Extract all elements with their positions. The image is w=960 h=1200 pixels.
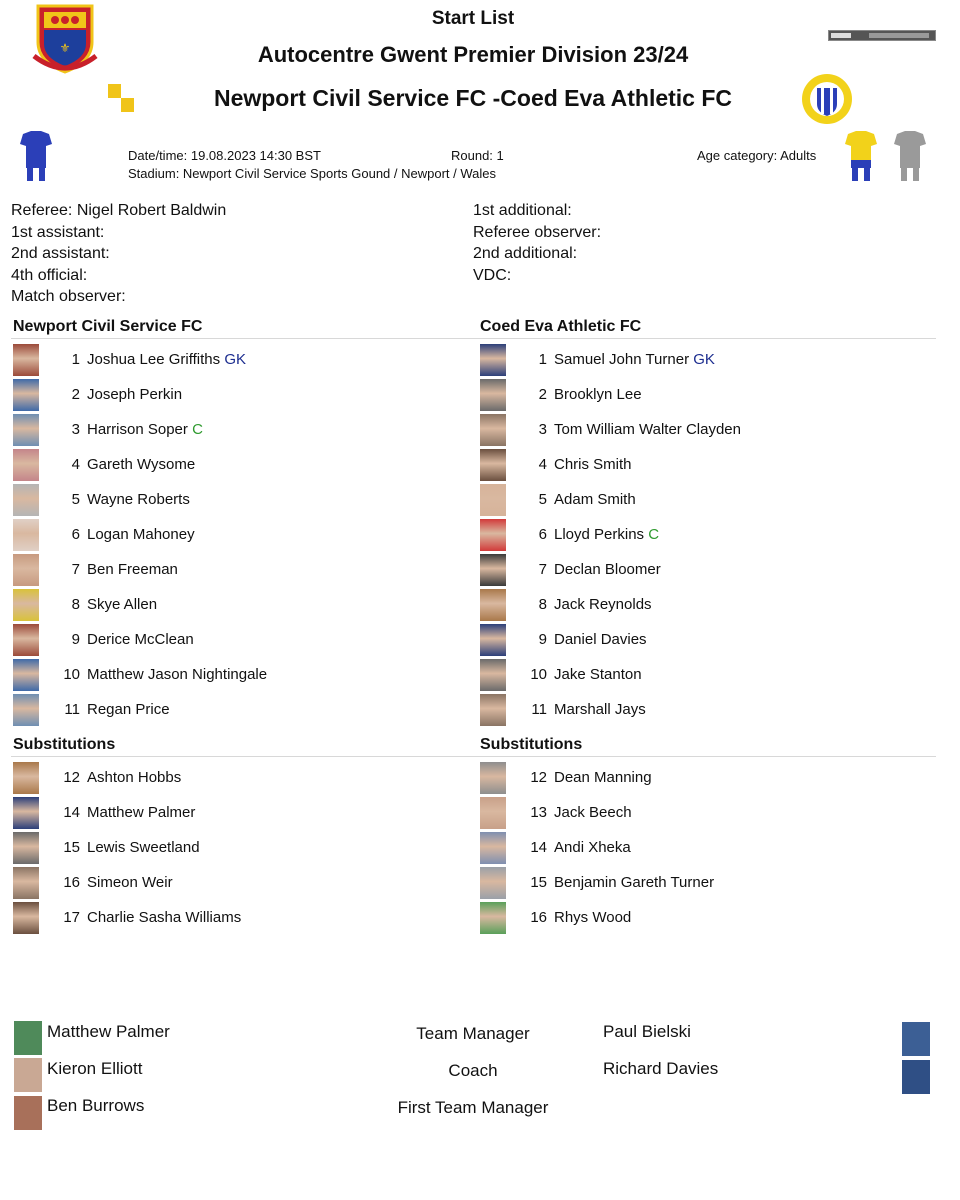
player-name: Derice McClean — [87, 631, 194, 648]
player-row — [13, 552, 453, 587]
player-name: Adam Smith — [554, 491, 636, 508]
player-row — [480, 587, 920, 622]
officials-left — [11, 200, 226, 308]
player-row — [480, 517, 920, 552]
player-name: Joseph Perkin — [87, 386, 183, 403]
player-photo-avatar — [480, 449, 506, 481]
player-name-cell — [87, 804, 195, 821]
staff-role: First Team Manager — [397, 1098, 549, 1117]
player-row — [480, 482, 920, 517]
player-photo-avatar — [13, 519, 39, 551]
goalkeeper-tag: GK — [224, 351, 246, 368]
player-photo-avatar — [480, 484, 506, 516]
player-number: 6 — [71, 526, 80, 543]
player-photo-avatar — [480, 762, 506, 794]
player-name-cell — [554, 596, 652, 613]
player-row — [13, 412, 453, 447]
referee-line: Referee: Nigel Robert Baldwin — [11, 202, 227, 219]
player-name-cell — [87, 769, 181, 786]
player-number: 3 — [538, 421, 547, 438]
player-name: Lewis Sweetland — [87, 839, 200, 856]
player-photo-avatar — [480, 694, 506, 726]
player-name-cell — [554, 456, 632, 473]
player-number: 16 — [530, 909, 547, 926]
player-name: Matthew Jason Nightingale — [87, 666, 268, 683]
player-name-cell — [554, 874, 714, 891]
player-photo-avatar — [480, 519, 506, 551]
away-alternate-kit-icon — [893, 130, 927, 182]
player-photo-avatar — [13, 414, 39, 446]
away-subs-heading: Substitutions — [480, 736, 583, 753]
player-name-cell — [554, 804, 632, 821]
player-name-cell — [554, 631, 647, 648]
player-name: Jack Reynolds — [554, 596, 652, 613]
player-row — [13, 657, 453, 692]
player-number: 11 — [64, 701, 80, 718]
player-row — [13, 377, 453, 412]
home-staff-name: Kieron Elliott — [47, 1059, 143, 1078]
player-number: 1 — [538, 351, 547, 368]
player-photo-avatar — [13, 344, 39, 376]
player-name: Simeon Weir — [87, 874, 173, 891]
player-row — [480, 830, 920, 865]
referee-observer-line: Referee observer: — [473, 223, 602, 241]
player-number: 10 — [63, 666, 80, 683]
match-stadium: Stadium: Newport Civil Service Sports Gound / Newport / Wales — [128, 166, 496, 181]
home-team-heading: Newport Civil Service FC — [13, 318, 203, 335]
player-photo-avatar — [480, 832, 506, 864]
player-name: Lloyd Perkins — [554, 526, 645, 543]
staff-role: Team Manager — [416, 1024, 530, 1043]
goalkeeper-tag: GK — [693, 351, 715, 368]
match-datetime: Date/time: 19.08.2023 14:30 BST — [128, 148, 321, 163]
player-name: Regan Price — [87, 701, 170, 718]
match-age-category: Age category: Adults — [697, 148, 817, 163]
player-name-cell — [87, 456, 195, 473]
player-photo-avatar — [480, 379, 506, 411]
home-subs-heading: Substitutions — [13, 736, 116, 753]
player-number: 12 — [530, 769, 547, 786]
player-name-cell — [554, 666, 642, 683]
player-name: Daniel Davies — [554, 631, 647, 648]
player-name: Charlie Sasha Williams — [87, 909, 242, 926]
away-staff-name: Paul Bielski — [603, 1022, 691, 1041]
staff-photo-avatar — [14, 1096, 42, 1130]
player-name-cell — [87, 631, 194, 648]
player-row — [480, 552, 920, 587]
player-name-cell — [87, 596, 157, 613]
player-photo-avatar — [13, 832, 39, 864]
player-number: 4 — [538, 456, 547, 473]
player-name-cell — [554, 421, 741, 438]
player-number: 14 — [63, 804, 80, 821]
player-photo-avatar — [480, 589, 506, 621]
captain-tag: C — [648, 526, 660, 543]
player-row — [13, 900, 453, 935]
player-row — [13, 865, 453, 900]
player-name: Joshua Lee Griffiths — [87, 351, 221, 368]
player-name: Logan Mahoney — [87, 526, 195, 543]
player-row — [13, 795, 453, 830]
player-name-cell — [87, 701, 170, 718]
home-staff-name: Matthew Palmer — [47, 1022, 170, 1041]
player-photo-avatar — [13, 902, 39, 934]
player-number: 16 — [63, 874, 80, 891]
player-row — [480, 447, 920, 482]
player-number: 12 — [63, 769, 80, 786]
player-number: 7 — [538, 561, 547, 578]
player-name: Brooklyn Lee — [554, 386, 642, 403]
player-name: Jack Beech — [554, 804, 632, 821]
player-name-cell — [554, 526, 659, 543]
sponsor-banner-logo — [828, 30, 936, 41]
player-photo-avatar — [13, 449, 39, 481]
player-row — [13, 587, 453, 622]
player-row — [480, 795, 920, 830]
player-name-cell — [87, 909, 241, 926]
away-club-badge-logo — [800, 72, 854, 126]
player-name: Jake Stanton — [554, 666, 642, 683]
player-row — [13, 622, 453, 657]
player-row — [480, 377, 920, 412]
player-photo-avatar — [480, 659, 506, 691]
player-name-cell — [554, 839, 631, 856]
player-name: Tom William Walter Clayden — [554, 421, 741, 438]
player-row — [480, 657, 920, 692]
player-name-cell — [87, 386, 182, 403]
player-photo-avatar — [480, 344, 506, 376]
player-photo-avatar — [480, 554, 506, 586]
player-row — [480, 900, 920, 935]
staff-role: Coach — [448, 1061, 498, 1080]
player-name-cell — [554, 769, 652, 786]
staff-photo-avatar — [902, 1022, 930, 1056]
player-name-cell — [554, 386, 642, 403]
player-number: 6 — [538, 526, 547, 543]
player-photo-avatar — [13, 797, 39, 829]
subs-heading-divider — [11, 756, 936, 757]
player-row — [13, 447, 453, 482]
player-name-cell — [87, 526, 195, 543]
fixture-away-team: Coed Eva Athletic FC — [500, 85, 733, 111]
player-number: 4 — [71, 456, 80, 473]
player-row — [13, 692, 453, 727]
player-number: 9 — [71, 631, 80, 648]
home-starters-list — [13, 342, 453, 727]
player-number: 1 — [71, 351, 80, 368]
player-name-cell — [87, 561, 178, 578]
player-name: Declan Bloomer — [554, 561, 661, 578]
staff-photo-avatar — [902, 1060, 930, 1094]
player-photo-avatar — [13, 379, 39, 411]
player-name: Gareth Wysome — [87, 456, 196, 473]
player-row — [13, 517, 453, 552]
player-row — [13, 342, 453, 377]
player-row — [13, 482, 453, 517]
assistant2-line: 2nd assistant: — [11, 245, 110, 262]
player-row — [13, 760, 453, 795]
player-row — [480, 760, 920, 795]
player-number: 9 — [538, 631, 547, 648]
player-number: 3 — [71, 421, 80, 438]
player-number: 2 — [538, 386, 547, 403]
away-starters-list — [480, 342, 920, 727]
player-row — [480, 692, 920, 727]
vdc-line: VDC: — [473, 266, 512, 284]
player-name: Wayne Roberts — [87, 491, 190, 508]
home-club-badge-logo — [104, 80, 138, 118]
player-name-cell — [554, 561, 661, 578]
fixture-home-team: Newport Civil Service FC — [213, 85, 487, 111]
player-name-cell — [87, 351, 246, 368]
doc-type-title: Start List — [431, 8, 515, 29]
player-name-cell — [554, 491, 636, 508]
player-photo-avatar — [480, 902, 506, 934]
player-name-cell — [554, 909, 631, 926]
match-observer-line: Match observer: — [11, 288, 126, 305]
home-subs-list — [13, 760, 453, 935]
player-name: Harrison Soper — [87, 421, 188, 438]
player-name: Dean Manning — [554, 769, 652, 786]
player-name-cell — [87, 839, 200, 856]
player-photo-avatar — [13, 659, 39, 691]
competition-title: Autocentre Gwent Premier Division 23/24 — [257, 42, 689, 67]
player-photo-avatar — [13, 762, 39, 794]
player-number: 10 — [530, 666, 547, 683]
player-number: 14 — [530, 839, 547, 856]
additional2-line: 2nd additional: — [473, 245, 578, 262]
away-team-heading: Coed Eva Athletic FC — [480, 318, 642, 335]
player-number: 17 — [63, 909, 80, 926]
player-photo-avatar — [480, 867, 506, 899]
player-name: Ashton Hobbs — [87, 769, 182, 786]
player-photo-avatar — [13, 624, 39, 656]
player-row — [480, 865, 920, 900]
player-photo-avatar — [13, 867, 39, 899]
player-name: Chris Smith — [554, 456, 632, 473]
fixture-separator: - — [492, 85, 501, 111]
match-round: Round: 1 — [451, 148, 504, 163]
player-name-cell — [554, 351, 715, 368]
player-name-cell — [87, 421, 203, 438]
player-number: 5 — [538, 491, 547, 508]
player-number: 15 — [530, 874, 547, 891]
player-name-cell — [87, 491, 190, 508]
away-staff-name: Richard Davies — [603, 1059, 719, 1078]
staff-photo-avatar — [14, 1058, 42, 1092]
player-photo-avatar — [480, 797, 506, 829]
player-name-cell — [87, 666, 267, 683]
assistant1-line: 1st assistant: — [11, 223, 105, 241]
player-number: 15 — [63, 839, 80, 856]
player-name: Andi Xheka — [554, 839, 631, 856]
player-photo-avatar — [13, 589, 39, 621]
away-subs-list — [480, 760, 920, 935]
player-row — [13, 830, 453, 865]
player-name: Rhys Wood — [554, 909, 632, 926]
player-photo-avatar — [480, 414, 506, 446]
league-crest-logo — [30, 0, 100, 74]
player-photo-avatar — [13, 554, 39, 586]
player-row — [480, 342, 920, 377]
staff-photo-avatar — [14, 1021, 42, 1055]
player-name: Ben Freeman — [87, 561, 178, 578]
team-heading-divider — [11, 338, 936, 339]
player-name: Samuel John Turner — [554, 351, 690, 368]
player-number: 7 — [71, 561, 80, 578]
player-name: Marshall Jays — [554, 701, 646, 718]
away-kit-icon — [844, 130, 878, 182]
home-kit-icon — [19, 130, 53, 182]
svg-text:⚜: ⚜ — [59, 41, 71, 55]
player-number: 11 — [531, 701, 547, 718]
fourth-official-line: 4th official: — [11, 266, 88, 284]
player-photo-avatar — [480, 624, 506, 656]
player-name-cell — [554, 701, 646, 718]
additional1-line: 1st additional: — [473, 202, 572, 219]
player-name: Skye Allen — [87, 596, 158, 613]
home-staff-name: Ben Burrows — [47, 1096, 145, 1115]
player-row — [480, 622, 920, 657]
player-name: Benjamin Gareth Turner — [554, 874, 715, 891]
player-name-cell — [87, 874, 173, 891]
player-number: 8 — [538, 596, 547, 613]
player-row — [480, 412, 920, 447]
officials-right — [473, 200, 601, 286]
player-number: 13 — [530, 804, 547, 821]
player-number: 8 — [71, 596, 80, 613]
player-photo-avatar — [13, 694, 39, 726]
captain-tag: C — [192, 421, 203, 438]
player-name: Matthew Palmer — [87, 804, 196, 821]
player-number: 5 — [71, 491, 80, 508]
player-photo-avatar — [13, 484, 39, 516]
player-number: 2 — [71, 386, 80, 403]
